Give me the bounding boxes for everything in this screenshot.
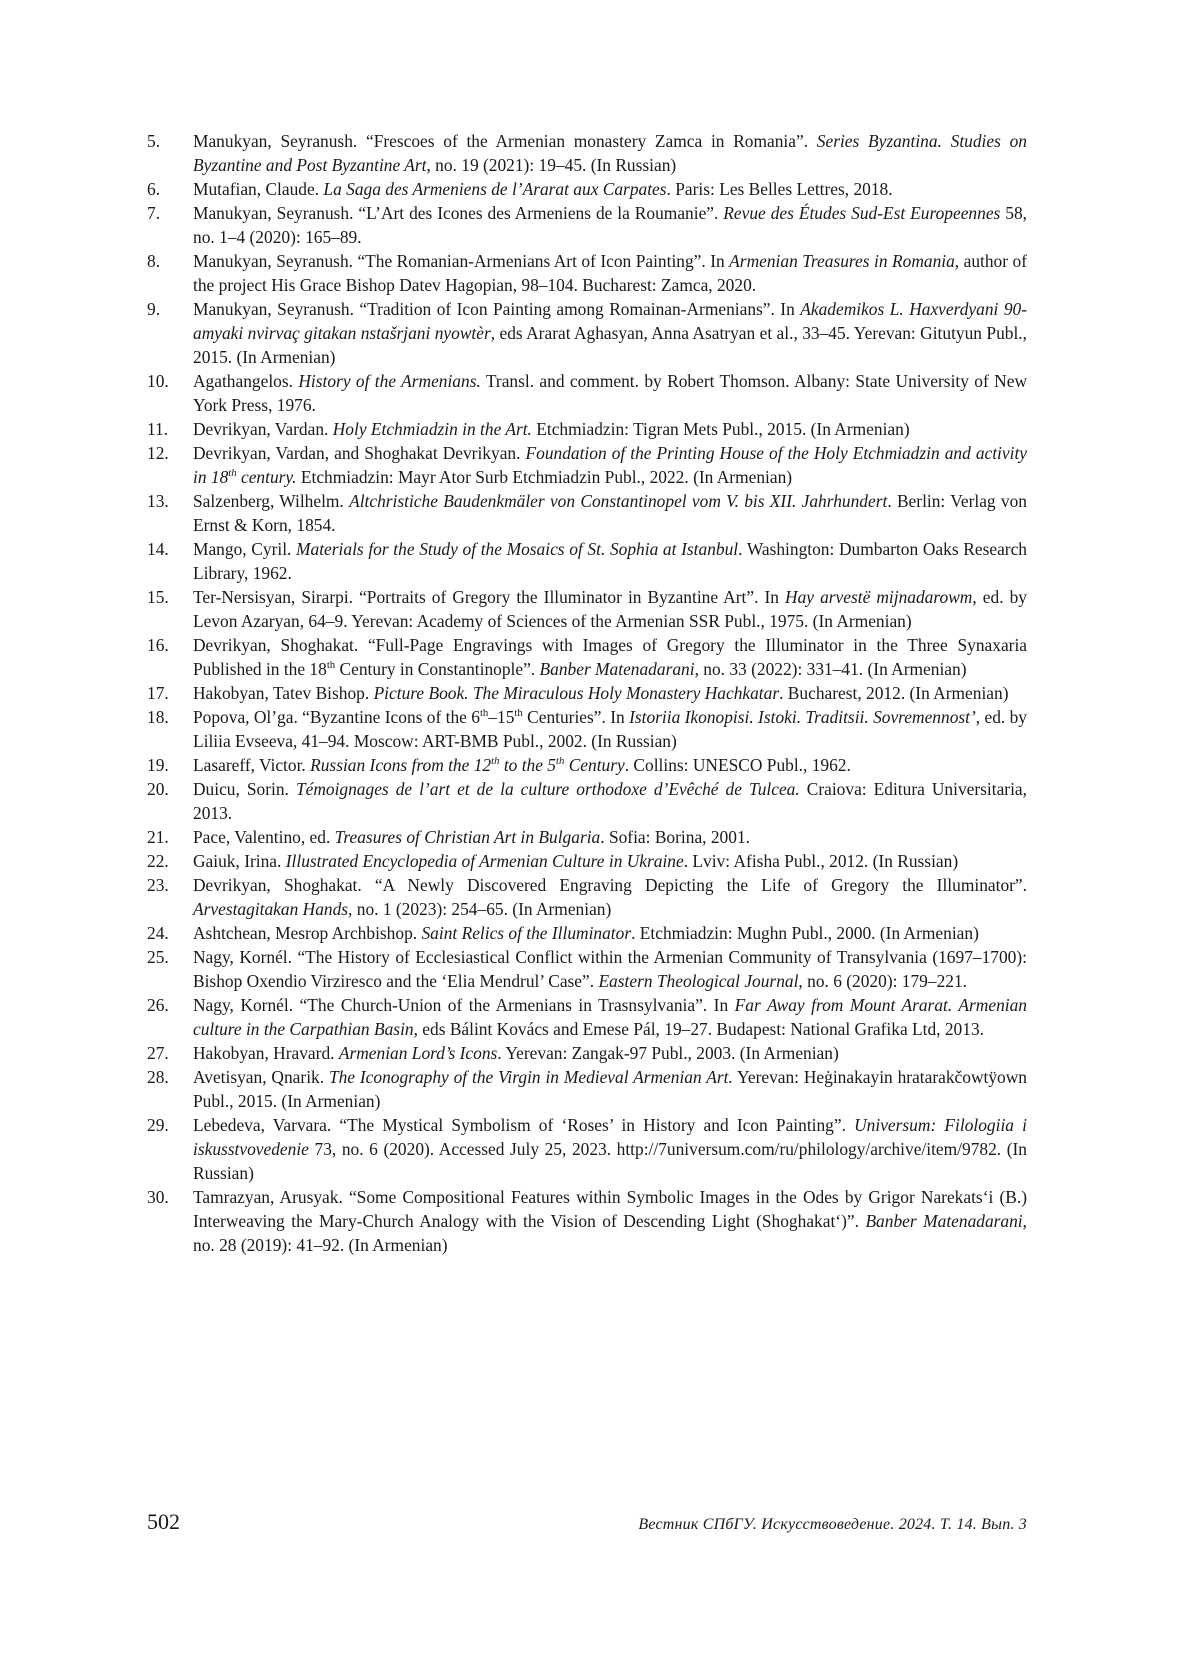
reference-title-segment: Foundation of the Printing House of the Holy Etchmiadzin and activity in 18 xyxy=(193,443,1027,487)
reference-segment: . Berlin: Verlag von Ernst & Korn, 1854. xyxy=(193,491,1027,535)
reference-number: 23. xyxy=(147,875,169,895)
reference-title-segment: Témoignages de l’art et de la culture orthodoxe d’Evêché de Tulcea. xyxy=(295,779,800,799)
reference-title-segment: Illustrated Encyclopedia of Armenian Culture in Ukraine xyxy=(285,851,684,871)
reference-segment: Hakobyan, Hravard. xyxy=(193,1043,339,1063)
reference-item xyxy=(147,201,1027,249)
reference-item xyxy=(147,753,1027,777)
reference-item xyxy=(147,1041,1027,1065)
reference-text xyxy=(193,849,1027,873)
reference-title-segment: Altchristiche Baudenkmäler von Constantinopel vom V. bis XII. Jahrhundert xyxy=(349,491,888,511)
reference-segment: . Washington: Dumbarton Oaks Research Library, 1962. xyxy=(193,539,1027,583)
reference-text xyxy=(193,417,1027,441)
reference-item xyxy=(147,585,1027,633)
reference-number: 18. xyxy=(147,707,169,727)
reference-segment: Transl. and comment. by Robert Thomson. Albany: State University of New York Press, 1976. xyxy=(193,371,1028,415)
reference-segment: . Etchmiadzin: Mughn Publ., 2000. (In Armenian) xyxy=(631,923,979,943)
reference-item xyxy=(147,825,1027,849)
reference-segment: 73, no. 6 (2020). Accessed July 25, 2023. http://7universum.com/ru/philology/archive/item/9782. (In Russian) xyxy=(193,1139,1027,1183)
reference-segment: Etchmiadzin: Tigran Mets Publ., 2015. (In Armenian) xyxy=(531,419,910,439)
reference-title-segment: La Saga des Armeniens de l’Ararat aux Carpates xyxy=(323,179,667,199)
reference-item xyxy=(147,1185,1027,1257)
reference-text xyxy=(193,585,1027,633)
reference-title-segment: th xyxy=(555,755,565,768)
reference-number: 16. xyxy=(147,635,169,655)
reference-title-segment: Hay arvestë mijnadarowm xyxy=(785,587,973,607)
reference-title-segment: Russian Icons from the 12 xyxy=(310,755,492,775)
reference-number: 12. xyxy=(147,443,169,463)
reference-segment: Devrikyan, Shoghakat. “Full-Page Engravings with Images of Gregory the Illuminator in the Three Synaxaria Published in the 18 xyxy=(193,635,1027,679)
reference-text xyxy=(193,825,1027,849)
reference-title-segment: Treasures of Christian Art in Bulgaria xyxy=(334,827,601,847)
reference-text xyxy=(193,993,1027,1041)
reference-title-segment: to the 5 xyxy=(499,755,556,775)
reference-text xyxy=(193,369,1027,417)
reference-number: 19. xyxy=(147,755,169,775)
reference-number: 5. xyxy=(147,131,161,151)
reference-text xyxy=(193,705,1027,753)
reference-text xyxy=(193,753,1027,777)
reference-item xyxy=(147,873,1027,921)
reference-text xyxy=(193,1041,1027,1065)
reference-item xyxy=(147,945,1027,993)
reference-segment: Craiova: Editura Universitaria, 2013. xyxy=(193,779,1027,823)
reference-title-segment: Revue des Études Sud-Est Europeennes xyxy=(723,203,1001,223)
reference-segment: th xyxy=(514,707,523,720)
reference-number: 20. xyxy=(147,779,169,799)
reference-title-segment: Banber Matenadarani xyxy=(865,1211,1023,1231)
reference-title-segment: Saint Relics of the Illuminator xyxy=(421,923,632,943)
reference-item xyxy=(147,681,1027,705)
reference-item xyxy=(147,1065,1027,1113)
reference-title-segment: History of the Armenians. xyxy=(298,371,481,391)
page-number: 502 xyxy=(147,1509,180,1534)
reference-text xyxy=(193,1185,1027,1257)
reference-title-segment: Banber Matenadarani xyxy=(539,659,695,679)
reference-number: 6. xyxy=(147,179,161,199)
reference-segment: Ter-Nersisyan, Sirarpi. “Portraits of Gregory the Illuminator in Byzantine Art”. In xyxy=(193,587,786,607)
reference-number: 29. xyxy=(147,1115,169,1135)
reference-segment: Yerevan: Heġinakayin hratarakčowtÿown Publ., 2015. (In Armenian) xyxy=(193,1067,1028,1111)
reference-text xyxy=(193,177,1027,201)
reference-text xyxy=(193,1113,1027,1185)
reference-text xyxy=(193,777,1027,825)
reference-item xyxy=(147,249,1027,297)
reference-item xyxy=(147,441,1027,489)
reference-title-segment: Far Away from Mount Ararat. Armenian culture in the Carpathian Basin xyxy=(193,995,1027,1039)
reference-number: 17. xyxy=(147,683,169,703)
reference-segment: . Sofia: Borina, 2001. xyxy=(600,827,750,847)
reference-segment: Nagy, Kornél. “The Church-Union of the Armenians in Trasnsylvania”. In xyxy=(193,995,735,1015)
reference-title-segment: Series Byzantina. Studies on Byzantine and Post Byzantine Art xyxy=(193,131,1027,175)
reference-item xyxy=(147,633,1027,681)
reference-segment: Salzenberg, Wilhelm. xyxy=(193,491,350,511)
reference-title-segment: Akademikos L. Haxverdyani 90-amyaki nvirvaç gitakan nstašrjani nyowtèr xyxy=(193,299,1028,343)
reference-segment: Etchmiadzin: Mayr Ator Surb Etchmiadzin Publ., 2022. (In Armenian) xyxy=(296,467,793,487)
reference-title-segment: Armenian Treasures in Romania xyxy=(729,251,955,271)
reference-segment: Mango, Cyril. xyxy=(193,539,297,559)
reference-segment: Popova, Ol’ga. “Byzantine Icons of the 6 xyxy=(193,707,480,727)
reference-number: 8. xyxy=(147,251,161,271)
journal-running-title: Вестник СПбГУ. Искусствоведение. 2024. Т. 14. Вып. 3 xyxy=(638,1516,1027,1533)
reference-title-segment: Materials for the Study of the Mosaics of St. Sophia at Istanbul xyxy=(296,539,739,559)
reference-text xyxy=(193,921,1027,945)
reference-title-segment: Universum: Filologiia i iskusstvovedenie xyxy=(193,1115,1027,1159)
reference-item xyxy=(147,777,1027,825)
reference-segment: Manukyan, Seyranush. “The Romanian-Armenians Art of Icon Painting”. In xyxy=(193,251,730,271)
reference-segment: th xyxy=(479,707,489,720)
reference-segment: , no. 1 (2023): 254–65. (In Armenian) xyxy=(348,899,612,919)
reference-number: 24. xyxy=(147,923,169,943)
reference-segment: . Bucharest, 2012. (In Armenian) xyxy=(779,683,1009,703)
reference-item xyxy=(147,921,1027,945)
reference-segment: Manukyan, Seyranush. “Tradition of Icon Painting among Romainan-Armenians”. In xyxy=(193,299,801,319)
reference-text xyxy=(193,945,1027,993)
reference-item xyxy=(147,705,1027,753)
reference-text xyxy=(193,201,1027,249)
reference-segment: , author of the project His Grace Bishop Datev Hagopian, 98–104. Bucharest: Zamca, 2020. xyxy=(193,251,1027,295)
reference-segment: . Collins: UNESCO Publ., 1962. xyxy=(624,755,851,775)
reference-number: 30. xyxy=(147,1187,169,1207)
reference-number: 7. xyxy=(147,203,161,223)
reference-item xyxy=(147,537,1027,585)
reference-item xyxy=(147,1113,1027,1185)
reference-title-segment: The Iconography of the Virgin in Medieval Armenian Art. xyxy=(328,1067,733,1087)
reference-text xyxy=(193,1065,1027,1113)
reference-item xyxy=(147,297,1027,369)
reference-title-segment: Eastern Theological Journal xyxy=(598,971,799,991)
reference-number: 13. xyxy=(147,491,169,511)
reference-segment: Hakobyan, Tatev Bishop. xyxy=(193,683,374,703)
reference-item xyxy=(147,369,1027,417)
reference-segment: Manukyan, Seyranush. “Frescoes of the Armenian monastery Zamca in Romania”. xyxy=(193,131,817,151)
reference-segment: Ashtchean, Mesrop Archbishop. xyxy=(193,923,422,943)
reference-title-segment: Istoriia Ikonopisi. Istoki. Traditsii. Sovremennost’ xyxy=(629,707,976,727)
reference-segment: Mutafian, Claude. xyxy=(193,179,324,199)
page-footer xyxy=(147,1509,1027,1535)
reference-text xyxy=(193,681,1027,705)
reference-segment: , ed. by Liliia Evseeva, 41–94. Moscow: ART-BMB Publ., 2002. (In Russian) xyxy=(193,707,1027,751)
reference-text xyxy=(193,489,1027,537)
reference-title-segment: Picture Book. The Miraculous Holy Monastery Hachkatar xyxy=(373,683,780,703)
reference-segment: 58, no. 1–4 (2020): 165–89. xyxy=(193,203,1027,247)
reference-number: 11. xyxy=(147,419,169,439)
reference-item xyxy=(147,417,1027,441)
reference-number: 22. xyxy=(147,851,169,871)
reference-number: 26. xyxy=(147,995,169,1015)
reference-list xyxy=(147,129,1027,1257)
reference-segment: Nagy, Kornél. “The History of Ecclesiastical Conflict within the Armenian Community of Transylvania (1697–1700): Bishop Oxendio Virziresco and the ‘Elia Mendrul’ Case”. xyxy=(193,947,1027,991)
reference-segment: Avetisyan, Qnarik. xyxy=(193,1067,329,1087)
reference-title-segment: Century xyxy=(564,755,625,775)
reference-segment: Century in Constantinople”. xyxy=(335,659,540,679)
reference-segment: –15 xyxy=(488,707,515,727)
reference-segment: Devrikyan, Shoghakat. “A Newly Discovered Engraving Depicting the Life of Gregory the Illuminator”. xyxy=(193,875,1027,895)
reference-text xyxy=(193,129,1027,177)
reference-segment: th xyxy=(326,659,336,672)
reference-item xyxy=(147,177,1027,201)
reference-text xyxy=(193,873,1027,921)
reference-segment: , eds Ararat Aghasyan, Anna Asatryan et al., 33–45. Yerevan: Gitutyun Publ., 2015. (In Armenian) xyxy=(193,323,1027,367)
reference-segment: . Yerevan: Zangak-97 Publ., 2003. (In Armenian) xyxy=(497,1043,839,1063)
reference-title-segment: Holy Etchmiadzin in the Art. xyxy=(332,419,532,439)
reference-segment: Manukyan, Seyranush. “L’Art des Icones des Armeniens de la Roumanie”. xyxy=(193,203,724,223)
reference-number: 10. xyxy=(147,371,169,391)
reference-segment: . Paris: Les Belles Lettres, 2018. xyxy=(666,179,893,199)
reference-segment: Pace, Valentino, ed. xyxy=(193,827,335,847)
reference-title-segment: Arvestagitakan Hands xyxy=(193,899,349,919)
reference-segment: , no. 33 (2022): 331–41. (In Armenian) xyxy=(694,659,967,679)
reference-item xyxy=(147,993,1027,1041)
reference-number: 15. xyxy=(147,587,169,607)
reference-item xyxy=(147,849,1027,873)
reference-item xyxy=(147,489,1027,537)
reference-text xyxy=(193,249,1027,297)
reference-item xyxy=(147,129,1027,177)
reference-number: 28. xyxy=(147,1067,169,1087)
reference-text xyxy=(193,441,1027,489)
reference-segment: , eds Bálint Kovács and Emese Pál, 19–27. Budapest: National Grafika Ltd, 2013. xyxy=(413,1019,984,1039)
reference-segment: Centuries”. In xyxy=(522,707,630,727)
reference-segment: , no. 19 (2021): 19–45. (In Russian) xyxy=(426,155,677,175)
reference-segment: Gaiuk, Irina. xyxy=(193,851,286,871)
reference-segment: Tamrazyan, Arusyak. “Some Compositional Features within Symbolic Images in the Odes by Grigor Narekats‘i (B.) Interweaving the Mary-Church Analogy with the Vision of Descending Light (Shoghakat‘)”. xyxy=(193,1187,1027,1231)
reference-segment: Lasareff, Victor. xyxy=(193,755,311,775)
reference-text xyxy=(193,537,1027,585)
reference-text xyxy=(193,297,1027,369)
reference-title-segment: century. xyxy=(236,467,297,487)
reference-segment: Devrikyan, Vardan, and Shoghakat Devrikyan. xyxy=(193,443,526,463)
reference-segment: , no. 6 (2020): 179–221. xyxy=(798,971,968,991)
reference-segment: , ed. by Levon Azaryan, 64–9. Yerevan: Academy of Sciences of the Armenian SSR Publ., 1975. (In Armenian) xyxy=(193,587,1027,631)
reference-text xyxy=(193,633,1027,681)
reference-segment: . Lviv: Afisha Publ., 2012. (In Russian) xyxy=(683,851,959,871)
reference-title-segment: th xyxy=(228,467,237,480)
reference-segment: , no. 28 (2019): 41–92. (In Armenian) xyxy=(193,1211,1028,1255)
reference-segment: Agathangelos. xyxy=(193,371,299,391)
reference-title-segment: Armenian Lord’s Icons xyxy=(338,1043,498,1063)
reference-title-segment: th xyxy=(491,755,500,768)
reference-segment: Devrikyan, Vardan. xyxy=(193,419,333,439)
reference-number: 25. xyxy=(147,947,169,967)
reference-number: 14. xyxy=(147,539,169,559)
reference-number: 9. xyxy=(147,299,161,319)
reference-number: 27. xyxy=(147,1043,169,1063)
reference-segment: Lebedeva, Varvara. “The Mystical Symbolism of ‘Roses’ in History and Icon Painting”. xyxy=(193,1115,855,1135)
reference-segment: Duicu, Sorin. xyxy=(193,779,296,799)
reference-number: 21. xyxy=(147,827,169,847)
